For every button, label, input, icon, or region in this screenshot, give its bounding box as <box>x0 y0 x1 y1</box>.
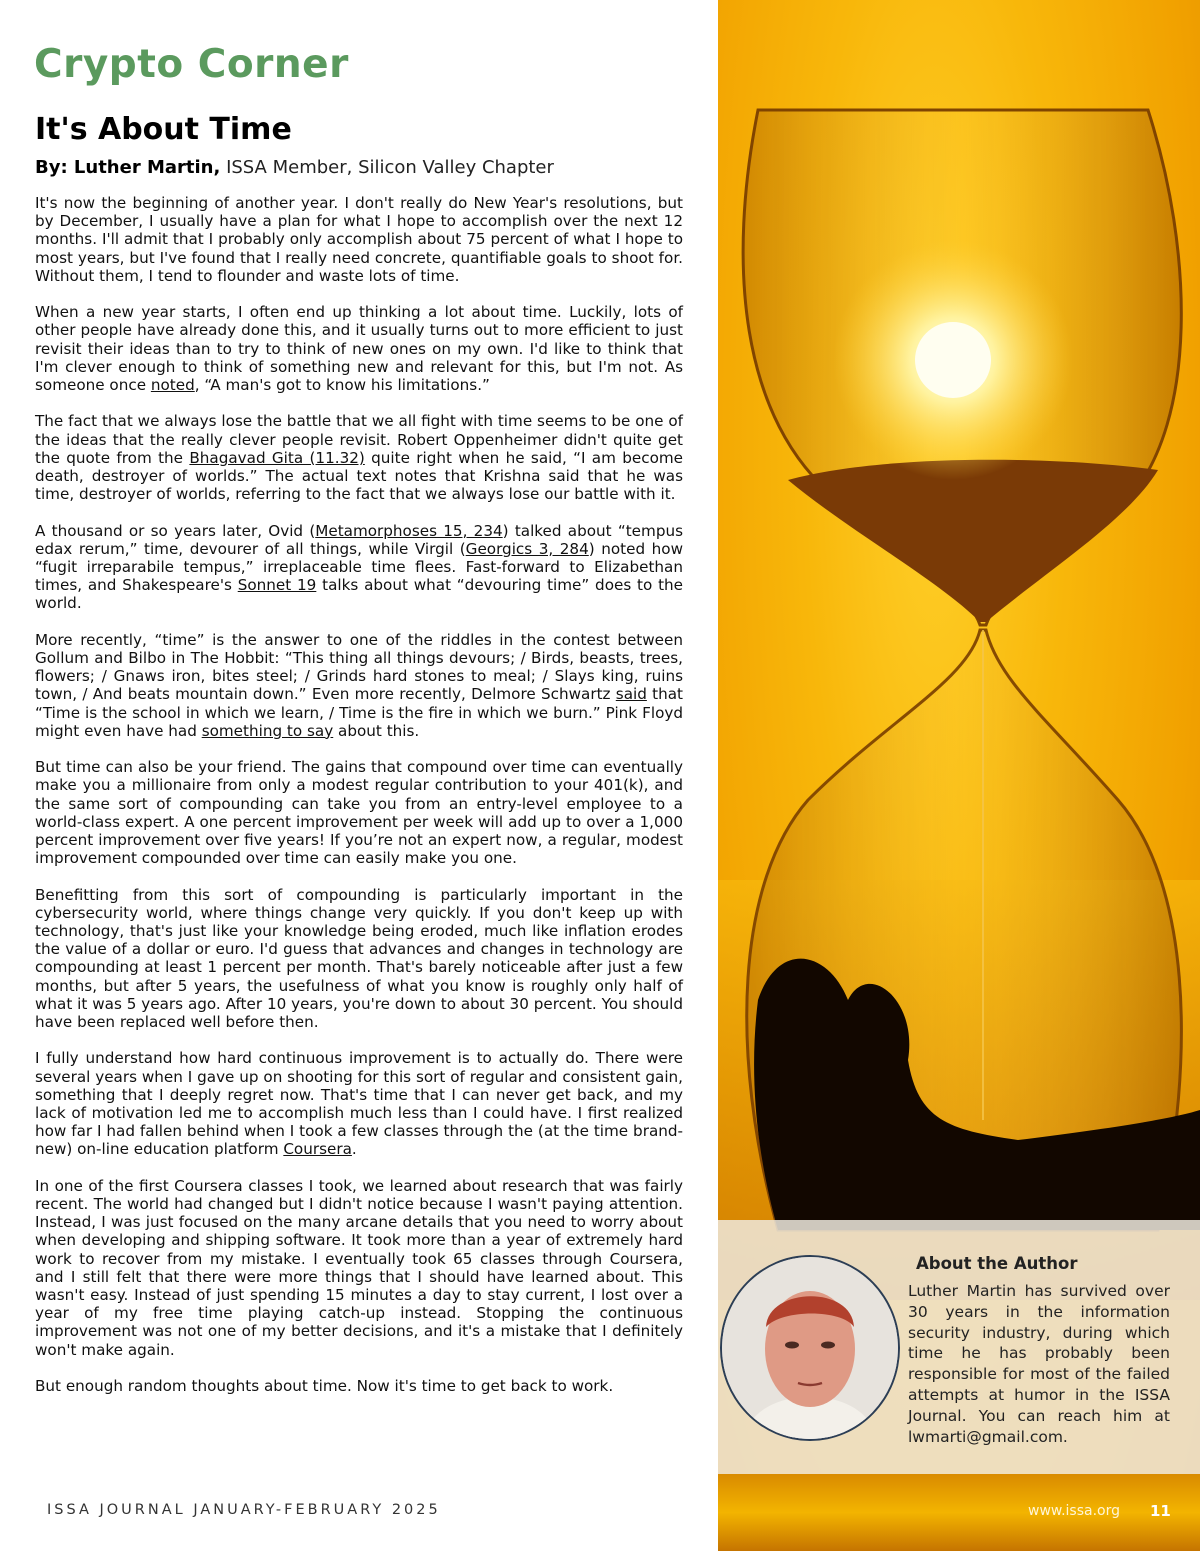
author-affiliation: ISSA Member, Silicon Valley Chapter <box>220 157 554 178</box>
author-name: By: Luther Martin, <box>35 157 221 178</box>
link-coursera[interactable]: Coursera <box>283 1140 352 1159</box>
paragraph-4: A thousand or so years later, Ovid (Metamorphoses 15, 234) talked about “tempus edax rerum,” time, devourer of all things, while Virgil (Georgics 3, 284) noted how “fugit irreparabile tempus,” irreplaceable time flees. Fast-forward to Elizabethan times, and Shakespeare's Sonnet 19 talks about what “devouring time” does to the world. <box>35 521 684 613</box>
footer-url: www.issa.org <box>1028 1503 1120 1519</box>
paragraph-5: More recently, “time” is the answer to one of the riddles in the contest between Gollum and Bilbo in The Hobbit: “This thing all things devours; / Birds, beasts, trees, flowers; / Gnaws iron, bites steel; / Grinds hard stones to meal; / Slays king, ruins town, / And beats mountain down.” Even more recently, Delmore Schwartz said that “Time is the school in which we learn, / Time is the fire in which we burn.” Pink Floyd might even have had something to say about this. <box>35 630 683 740</box>
journal-footer: ISSA JOURNAL JANUARY-FEBRUARY 2025 <box>47 1502 441 1518</box>
paragraph-6: But time can also be your friend. The gains that compound over time can eventually make you a millionaire from only a modest regular contribution to your 401(k), and the same sort of compounding can take you from an entry-level employee to a world-class expert. A one percent improvement per week will add up to over a 1,000 percent improvement over five years! If you’re not an expert now, a regular, modest improvement compounded over time can easily make you one. <box>35 758 683 868</box>
byline <box>35 157 554 178</box>
link-metamorphoses[interactable]: Metamorphoses 15, 234 <box>315 521 503 540</box>
author-photo <box>720 1255 900 1441</box>
footer-image-strip <box>718 1474 1200 1551</box>
paragraph-10: But enough random thoughts about time. Now it's time to get back to work. <box>35 1377 614 1396</box>
section-heading: Crypto Corner <box>34 42 349 87</box>
paragraph-1: It's now the beginning of another year. I don't really do New Year's resolutions, but by December, I usually have a plan for what I hope to accomplish over the next 12 months. I'll admit that I probably only accomplish about 75 percent of what I hope to most years, but I've found that I really need concrete, quantifiable goals to shoot for. Without them, I tend to flounder and waste lots of time. <box>35 194 683 285</box>
link-sonnet-19[interactable]: Sonnet 19 <box>237 576 317 595</box>
paragraph-8: I fully understand how hard continuous improvement is to actually do. There were several years when I gave up on shooting for this sort of regular and consistent gain, something that I deeply regret now. That's time that I can never get back, and my lack of motivation led me to accomplish much less than I could have. I first realized how far I had fallen behind when I took a few classes through the (at the time brand-new) on-line education platform Coursera. <box>35 1049 683 1159</box>
link-something-to-say[interactable]: something to say <box>201 721 334 740</box>
hourglass-image <box>718 0 1200 1551</box>
author-bio: Luther Martin has survived over 30 years in the information security industry, during which time he has probably been responsible for most of the failed attempts at humor in the ISSA Journal. You can reach him at lwmarti@gmail.com. <box>908 1282 1170 1446</box>
link-said[interactable]: said <box>615 685 647 704</box>
link-bhagavad-gita[interactable]: Bhagavad Gita (11.32) <box>189 448 365 467</box>
paragraph-2: When a new year starts, I often end up thinking a lot about time. Luckily, lots of other people have already done this, and it usually turns out to more efficient to just revisit their ideas than to try to think of new ones on my own. I'd like to think that I'm clever enough to think of something new and relevant for this, but I'm not. As someone once noted, “A man's got to know his limitations.” <box>35 303 683 395</box>
paragraph-7: Benefitting from this sort of compounding is particularly important in the cybersecurity world, where things change very quickly. If you don't keep up with technology, that's just like your knowledge being eroded, much like inflation erodes the value of a dollar or euro. I'd guess that advances and changes in technology are compounding at least 1 percent per month. That's barely noticeable after just a few months, but after 5 years, the usefulness of what you know is roughly only half of what it was 5 years ago. After 10 years, you're down to about 30 percent. You should have been replaced well before then. <box>35 885 683 1032</box>
author-heading: About the Author <box>916 1254 1078 1273</box>
link-noted[interactable]: noted <box>150 376 195 395</box>
paragraph-9: In one of the first Coursera classes I took, we learned about research that was fairly recent. The world had changed but I didn't notice because I wasn't paying attention. Instead, I was just focused on the many arcane details that you need to worry about when developing and shipping software. It took more than a year of extremely hard work to recover from my mistake. I eventually took 65 classes through Coursera, and I still felt that there were more things that I should have learned about. This wasn't easy. Instead of just spending 15 minutes a day to stay current, I lost over a year of my free time playing catch-up instead. Stopping the continuous improvement was not one of my better decisions, and it's a mistake that I definitely won't make again. <box>35 1176 683 1359</box>
article-body <box>35 194 683 1413</box>
page-number: 11 <box>1150 1502 1171 1520</box>
paragraph-3: The fact that we always lose the battle that we all fight with time seems to be one of the ideas that the really clever people revisit. Robert Oppenheimer didn't quite get the quote from the Bhagavad Gita (11.32) quite right when he said, “I am become death, destroyer of worlds.” The actual text notes that Krishna said that he was time, destroyer of worlds, referring to the fact that we always lose our battle with it. <box>35 412 683 504</box>
link-georgics[interactable]: Georgics 3, 284 <box>465 539 589 558</box>
article-title: It's About Time <box>35 112 292 147</box>
author-portrait-icon <box>722 1257 898 1439</box>
